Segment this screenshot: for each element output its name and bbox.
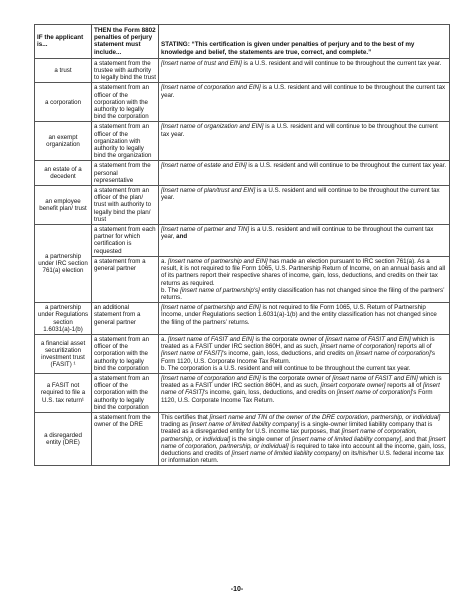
applicant-cell: an employee benefit plan/ trust xyxy=(35,186,92,225)
page-number: -10- xyxy=(230,586,244,593)
stating-cell xyxy=(159,303,450,335)
stating-cell xyxy=(159,373,450,412)
header-applicant: IF the applicant is... xyxy=(35,25,92,59)
table-header-row xyxy=(35,25,450,59)
stating-cell xyxy=(159,186,450,225)
table-row xyxy=(35,161,450,186)
stating-cell xyxy=(159,225,450,257)
stating-cell xyxy=(159,83,450,122)
applicant-cell: a trust xyxy=(35,58,92,83)
stating-paragraph: [Insert name of plan/trust and EIN] is a U.S. resident and will continue to be throughout the current tax year. xyxy=(161,187,440,202)
header-statement: THEN the Form 8802 penalties of perjury statement must include... xyxy=(92,25,159,59)
stating-paragraph: a. [Insert name of FASIT and EIN] is the corporate owner of [insert name of FASIT and EIN] which is treated as a FASIT under IRC section 860H, and as such, [insert name of corporation] reports all of [insert name of FASIT]'s income, gain, loss, deductions, and credits on [insert name of corporation]'s Form 1120, U.S. Corporate Income Tax Return. xyxy=(161,335,435,365)
stating-paragraph: [Insert name of organization and EIN] is a U.S. resident and will continue to be throughout the current tax year. xyxy=(161,123,438,138)
table-row xyxy=(35,225,450,257)
stating-paragraph: b. The [insert name of partnership's] entity classification has not changed since the filing of the partners’ returns. xyxy=(161,286,445,301)
statement-cell: a statement from an officer of the organization with authority to legally bind the organization xyxy=(92,122,159,161)
header-stating: STATING: “This certification is given under penalties of perjury and to the best of my knowledge and belief, the statements are true, correct, and complete.” xyxy=(159,25,450,59)
applicant-cell: a FASIT not required to file a U.S. tax return¹ xyxy=(35,373,92,412)
stating-paragraph: [Insert name of corporation and EIN] is a U.S. resident and will continue to be throughout the current tax year. xyxy=(161,84,446,99)
table-row xyxy=(35,412,450,465)
applicant-cell: a partnership under Regulations section 1.6031(a)-1(b) xyxy=(35,303,92,335)
stating-paragraph: [Insert name of partnership and EIN] is not required to file Form 1065, U.S. Return of Partnership Income, under Regulations section 1.6031(a)-1(b) and the entity classification has not changed since the filing of the partners’ returns. xyxy=(161,304,437,326)
stating-paragraph: b. The corporation is a U.S. resident and will continue to be throughout the current tax year. xyxy=(161,364,411,372)
applicant-cell: a financial asset securitization investment trust (FASIT) ¹ xyxy=(35,334,92,373)
stating-cell xyxy=(159,122,450,161)
table-row xyxy=(35,122,450,161)
table-subrow xyxy=(35,256,450,302)
stating-paragraph: [Insert name of partner and TIN] is a U.S. resident and will continue to be throughout the current tax year, and xyxy=(161,226,434,241)
stating-cell xyxy=(159,58,450,83)
applicant-cell: a disregarded entity (DRE) xyxy=(35,412,92,465)
table-row xyxy=(35,186,450,225)
statement-cell: a statement from each partner for which certification is requested xyxy=(92,225,159,257)
table-row xyxy=(35,83,450,122)
stating-paragraph: [Insert name of trust and EIN] is a U.S. resident and will continue to be throughout the current tax year. xyxy=(161,59,442,67)
certification-table xyxy=(34,24,450,466)
statement-cell: a statement from the personal representative xyxy=(92,161,159,186)
table-body xyxy=(35,58,450,466)
statement-cell: a statement from an officer of the corporation with the authority to legally bind the corporation xyxy=(92,334,159,373)
statement-cell: a statement from the owner of the DRE xyxy=(92,412,159,465)
stating-paragraph: a. [Insert name of partnership and EIN] has made an election pursuant to IRC section 761(a). As a result, it is not required to file Form 1065, U.S. Partnership Return of Income, on an annual basis and all of its partners report their respective shares of income, gain, loss, deductions, and credits on their tax returns as required. xyxy=(161,257,446,287)
applicant-cell: an exempt organization xyxy=(35,122,92,161)
statement-cell: a statement from the trustee with authority to legally bind the trust xyxy=(92,58,159,83)
applicant-cell: a partnership under IRC section 761(a) election xyxy=(35,225,92,303)
statement-cell: a statement from an officer of the corporation with the authority to legally bind the corporation xyxy=(92,373,159,412)
table-row xyxy=(35,303,450,335)
stating-cell xyxy=(159,334,450,373)
table-row xyxy=(35,334,450,373)
table-row xyxy=(35,58,450,83)
table-row xyxy=(35,373,450,412)
stating-cell xyxy=(159,256,450,302)
stating-cell xyxy=(159,412,450,465)
statement-cell: a statement from an officer of the plan/ trust with authority to legally bind the plan/ trust xyxy=(92,186,159,225)
stating-cell xyxy=(159,161,450,186)
stating-paragraph: This certifies that [insert name and TIN of the owner of the DRE corporation, partnership, or individual] trading as [insert name of limited liability company] is a single-owner limited liability company that is treated as a disregarded entity for U.S. income tax purposes, that [insert name of corporation, partnership, or individual] is the single owner of [insert name of limited liability company], and that [insert name of corporation, partnership, or individual] is required to take into account all the income, gain, loss, deductions and credits of [insert name of limited liability company] on its/his/her U.S. federal income tax or information return. xyxy=(161,413,446,465)
stating-paragraph: [Insert name of estate and EIN] is a U.S. resident and will continue to be throughout the current tax year. xyxy=(161,162,447,170)
stating-paragraph: [Insert name of corporation and EIN] is the corporate owner of [insert name of FASIT and EIN] which is treated as a FASIT under IRC section 860H, and as such, [insert corporate owner] reports all of [insert name of FASIT]'s income, gain, loss, deductions, and credits on [insert name of corporation]'s Form 1120, U.S. Corporate Income Tax Return. xyxy=(161,374,442,404)
statement-cell: an additional statement from a general partner xyxy=(92,303,159,335)
applicant-cell: an estate of a decedent xyxy=(35,161,92,186)
applicant-cell: a corporation xyxy=(35,83,92,122)
statement-cell: a statement from an officer of the corporation with the authority to legally bind the corporation xyxy=(92,83,159,122)
statement-cell: a statement from a general partner xyxy=(92,256,159,302)
